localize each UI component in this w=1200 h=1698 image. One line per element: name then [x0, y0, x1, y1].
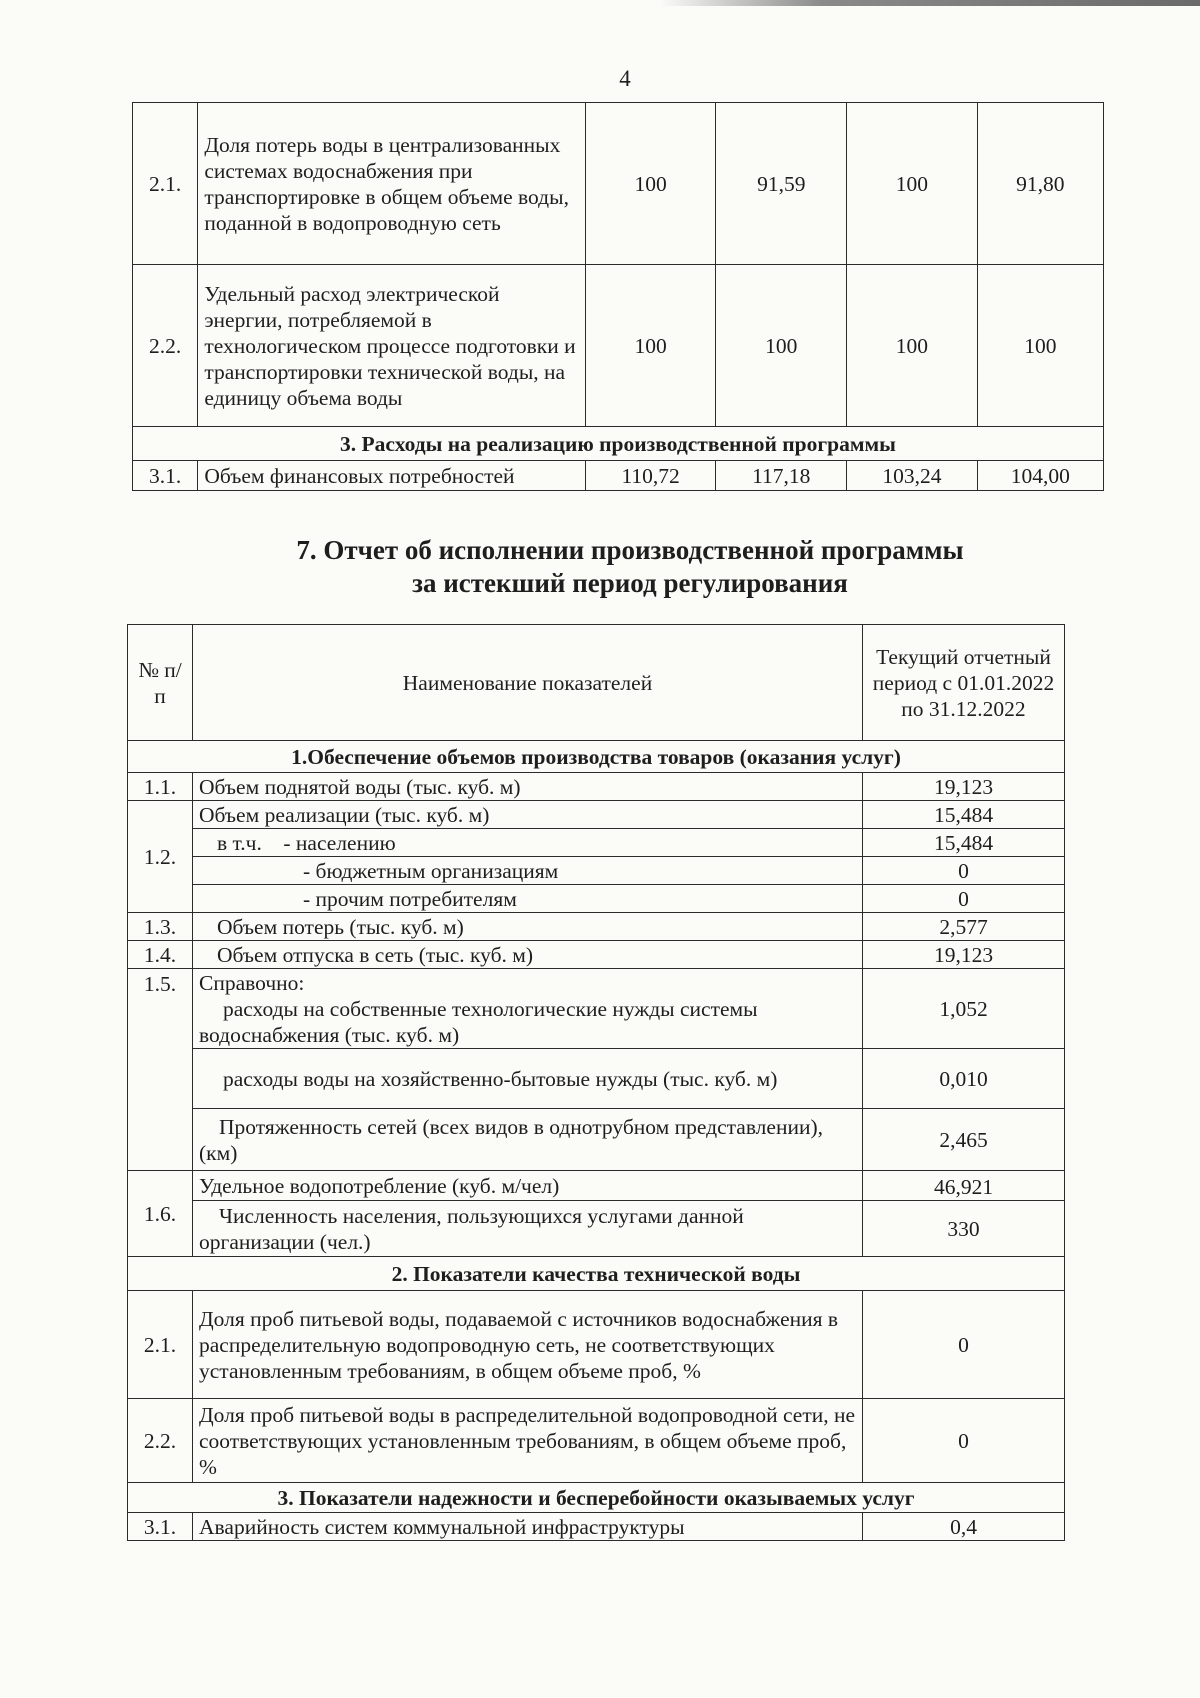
- indicator-name: Объем поднятой воды (тыс. куб. м): [193, 773, 863, 801]
- value-cell: 2,577: [863, 913, 1065, 941]
- row-number: 2.1.: [133, 103, 198, 265]
- indicator-name: Доля проб питьевой воды, подаваемой с источников водоснабжения в распределительную водопроводную сеть, не соответствующих установленным требованиям, в общем объеме проб, %: [193, 1291, 863, 1399]
- value-cell: 15,484: [863, 829, 1065, 857]
- section-heading: [230, 534, 1030, 600]
- reference-label: Справочно:: [199, 970, 305, 995]
- table-row: [128, 1171, 1065, 1201]
- value-cell: 103,24: [847, 461, 978, 491]
- section-title-row: [128, 1483, 1065, 1513]
- reference-item: расходы воды на хозяйственно-бытовые нужды (тыс. куб. м): [193, 1049, 863, 1109]
- value-cell: 46,921: [863, 1171, 1065, 1201]
- value-cell: 19,123: [863, 773, 1065, 801]
- value-cell: 0: [863, 1399, 1065, 1483]
- value-cell: 1,052: [863, 969, 1065, 1049]
- value-cell: 100: [716, 265, 847, 427]
- table-row: [128, 1291, 1065, 1399]
- section-title: 3. Расходы на реализацию производственной программы: [133, 427, 1104, 461]
- indicator-name: Доля потерь воды в централизованных системах водоснабжения при транспортировке в общем объеме воды, поданной в водопроводную сеть: [198, 103, 586, 265]
- section-title-row: [133, 427, 1104, 461]
- indicator-name: Объем отпуска в сеть (тыс. куб. м): [193, 941, 863, 969]
- value-cell: 100: [585, 103, 716, 265]
- indicator-name: Объем финансовых потребностей: [198, 461, 586, 491]
- row-number: 2.2.: [133, 265, 198, 427]
- row-number: 1.2.: [128, 801, 193, 913]
- row-number: 1.5.: [128, 969, 193, 1171]
- section-title: 1.Обеспечение объемов производства товаров (оказания услуг): [128, 741, 1065, 773]
- indicator-name: Объем реализации (тыс. куб. м): [193, 801, 863, 829]
- program-report-table: [127, 624, 1065, 1541]
- subitem-prefix: в т.ч.: [217, 830, 262, 855]
- row-number: 1.4.: [128, 941, 193, 969]
- table-row: [128, 913, 1065, 941]
- value-cell: 0: [863, 885, 1065, 913]
- row-number: 1.1.: [128, 773, 193, 801]
- row-number: 3.1.: [133, 461, 198, 491]
- value-cell: 0: [863, 1291, 1065, 1399]
- page-number: 4: [619, 66, 631, 91]
- section-title-row: [128, 741, 1065, 773]
- table-row: [128, 885, 1065, 913]
- reference-item: расходы на собственные технологические нужды системы водоснабжения (тыс. куб. м): [199, 996, 758, 1047]
- value-cell: 110,72: [585, 461, 716, 491]
- header-period: Текущий отчетный период с 01.01.2022 по 31.12.2022: [863, 625, 1065, 741]
- reference-item: Протяженность сетей (всех видов в однотрубном представлении), (км): [193, 1109, 863, 1171]
- value-cell: 0: [863, 857, 1065, 885]
- header-name: Наименование показателей: [193, 625, 863, 741]
- value-cell: 91,80: [977, 103, 1103, 265]
- indicators-table-continued: [132, 102, 1104, 491]
- table-row: [128, 941, 1065, 969]
- heading-line: 7. Отчет об исполнении производственной программы: [296, 535, 964, 565]
- table-row: [128, 829, 1065, 857]
- value-cell: 100: [977, 265, 1103, 427]
- value-cell: 0,4: [863, 1513, 1065, 1541]
- subitem-name: - населению: [283, 830, 396, 855]
- indicator-name: Удельное водопотребление (куб. м/чел): [193, 1171, 863, 1201]
- indicator-name: [193, 969, 863, 1049]
- indicator-name: Доля проб питьевой воды в распределительной водопроводной сети, не соответствующих установленным требованиям, в общем объеме проб, %: [193, 1399, 863, 1483]
- indicator-name: Объем потерь (тыс. куб. м): [193, 913, 863, 941]
- section-title: 3. Показатели надежности и бесперебойности оказываемых услуг: [128, 1483, 1065, 1513]
- table-row: [133, 461, 1104, 491]
- value-cell: 100: [847, 265, 978, 427]
- table-row: [133, 265, 1104, 427]
- row-number: 3.1.: [128, 1513, 193, 1541]
- table-row: [128, 1201, 1065, 1257]
- row-number: 2.2.: [128, 1399, 193, 1483]
- table-row: [128, 969, 1065, 1049]
- value-cell: 15,484: [863, 801, 1065, 829]
- table-row: [128, 1513, 1065, 1541]
- row-number: 1.3.: [128, 913, 193, 941]
- indicator-subitem: [193, 829, 863, 857]
- indicator-subitem: - прочим потребителям: [193, 885, 863, 913]
- table-row: [128, 857, 1065, 885]
- value-cell: 330: [863, 1201, 1065, 1257]
- header-row: [128, 625, 1065, 741]
- value-cell: 91,59: [716, 103, 847, 265]
- value-cell: 2,465: [863, 1109, 1065, 1171]
- scan-edge-artifact: [660, 0, 1200, 6]
- table-row: [128, 801, 1065, 829]
- table-row: [128, 773, 1065, 801]
- indicator-name: Численность населения, пользующихся услугами данной организации (чел.): [193, 1201, 863, 1257]
- indicator-name: Аварийность систем коммунальной инфраструктуры: [193, 1513, 863, 1541]
- value-cell: 0,010: [863, 1049, 1065, 1109]
- indicator-name: Удельный расход электрической энергии, потребляемой в технологическом процессе подготовки и транспортировки технической воды, на единицу объема воды: [198, 265, 586, 427]
- value-cell: 117,18: [716, 461, 847, 491]
- indicator-subitem: - бюджетным организациям: [193, 857, 863, 885]
- value-cell: 100: [585, 265, 716, 427]
- row-number: 1.6.: [128, 1171, 193, 1257]
- table-row: [133, 103, 1104, 265]
- heading-line: за истекший период регулирования: [412, 568, 848, 598]
- header-number: № п/п: [128, 625, 193, 741]
- value-cell: 100: [847, 103, 978, 265]
- value-cell: 19,123: [863, 941, 1065, 969]
- table-row: [128, 1109, 1065, 1171]
- section-title-row: [128, 1257, 1065, 1291]
- row-number: 2.1.: [128, 1291, 193, 1399]
- value-cell: 104,00: [977, 461, 1103, 491]
- section-title: 2. Показатели качества технической воды: [128, 1257, 1065, 1291]
- table-row: [128, 1399, 1065, 1483]
- table-row: [128, 1049, 1065, 1109]
